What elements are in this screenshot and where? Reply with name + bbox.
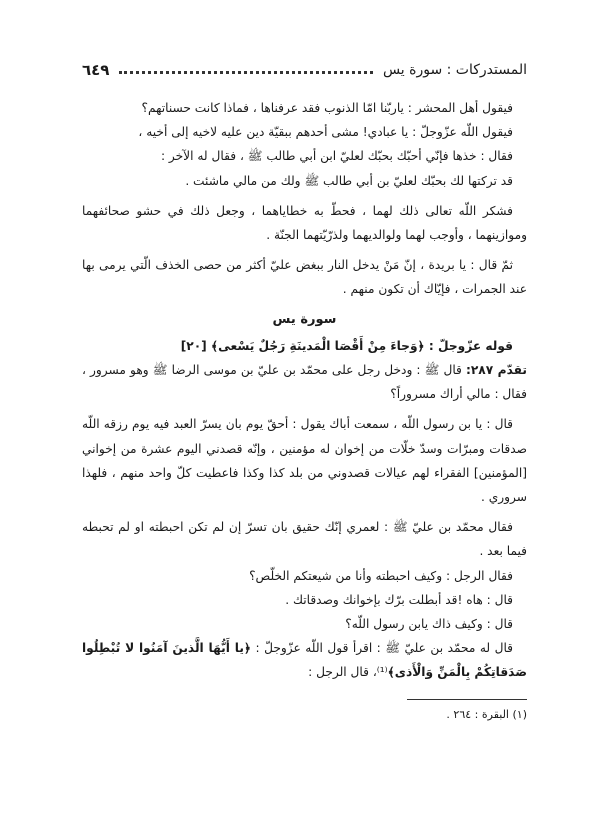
- paragraph: فقال الرجل : وكيف احبطته وأنا من شيعتكم الخلّص؟: [249, 568, 513, 583]
- hadith-marker: تقدّم ٢٨٧:: [465, 363, 527, 378]
- page-body: [82, 96, 527, 724]
- paragraph-with-verse: [82, 636, 527, 684]
- paragraph: فشكر اللّه تعالى ذلك لهما ، فحطّ به خطاياهما ، وجعل ذلك في حشو صحائفهما وموازينهما ، وأوجب لهما ولوالديهما ولذرّيّتهما الجنّة .: [82, 203, 527, 243]
- hadith-text: قال ﷺ : ودخل رجل على محمّد بن عليّ بن موسى الرضا ﷺ وهو مسرور ، فقال : مالي أراك مسروراً؟: [82, 363, 527, 402]
- paragraph: فيقول اللّه عزّوجلّ : يا عبادي! مشى أحدهم ببقيّة دين عليه لاخيه إلى أخيه ،: [138, 125, 513, 140]
- footnote-rule: [407, 699, 527, 700]
- page-header: [82, 58, 527, 82]
- verse-intro: قوله عزّوجلّ : ﴿وَجاءَ مِنْ أَقْصَا الْمَدينَةِ رَجُلٌ يَسْعى﴾ [٢٠]: [180, 338, 513, 353]
- verse-lead: قال له محمّد بن عليّ ﷺ : اقرأ قول اللّه عزّوجلّ :: [251, 641, 514, 656]
- paragraph: قد تركتها لك بحبّك لعليّ بن أبي طالب ﷺ ولك من مالي ماشئت .: [185, 173, 513, 188]
- page-number: ٦٤٩: [82, 61, 110, 79]
- paragraph: فيقول أهل المحشر : ياربّنا امّا الذنوب فقد عرفناها ، فماذا كانت حسناتهم؟: [141, 101, 513, 115]
- verse-tail: ، قال الرجل :: [308, 665, 377, 680]
- paragraph: فقال محمّد بن عليّ ﷺ : لعمري إنّك حقيق بان تسرّ إن لم تكن احبطته او لم تحبطه فيما بعد .: [82, 520, 527, 559]
- paragraph: قال : يا بن رسول اللّه ، سمعت أباك يقول : أحقّ يوم بان يسرّ العبد فيه يوم رزقه اللّه صدقات ومبرّات وسدّ خلّات من إخوان له مؤمنين ، وإنّه قصدني اليوم عشرة من إخواني [المؤمنين] الفقراء لهم عيالات قصدوني من بلد كذا وكذا فاعطيت كلّ واحد منهم ، فلهذا سروري .: [82, 417, 527, 505]
- paragraph: فقال : خذها فإنّي أحبّك بحبّك لعليّ ابن أبي طالب ﷺ ، فقال له الآخر :: [160, 149, 513, 164]
- footnote-ref: ⁽¹⁾: [376, 665, 388, 680]
- header-dotted-rule: [119, 71, 372, 74]
- paragraph: قال : هاه !قد أبطلت برّك بإخوانك وصدقاتك .: [285, 592, 513, 607]
- footnote: (١) البقرة : ٢٦٤ .: [446, 707, 527, 721]
- quran-verse: ﴿يا أَيُّهَا الَّذينَ آمَنُوا لا تُبْطِلُوا صَدَقاتِكُمْ بِالْمَنِّ وَالْأَذى﴾: [82, 641, 527, 680]
- surah-heading: سورة يس: [272, 311, 337, 327]
- running-title: المستدركات : سورة يس: [382, 62, 527, 78]
- paragraph: ثمّ قال : يا بريدة ، إنّ مَنْ يدخل النار ببغض عليّ أكثر من حصى الخذف الّتي يرمى بها عند الجمرات ، فإيّاك أن تكون منهم .: [82, 258, 527, 297]
- hadith-paragraph: [82, 358, 527, 406]
- document-page: [82, 58, 527, 818]
- paragraph: قال : وكيف ذاك يابن رسول اللّه؟: [345, 617, 513, 632]
